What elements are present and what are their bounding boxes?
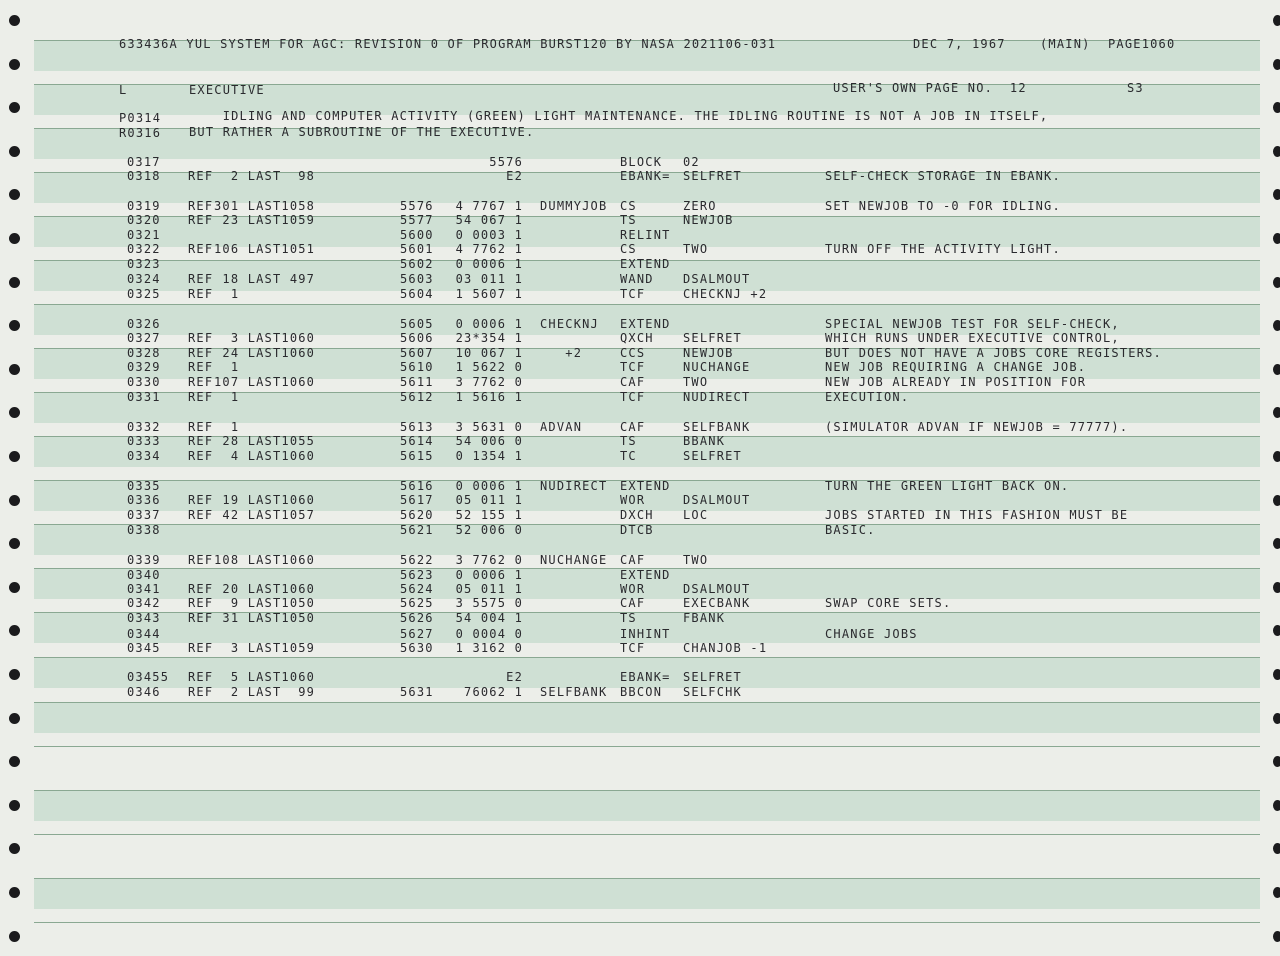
ref-marker: REF [188, 611, 214, 625]
address: 5617 [400, 493, 434, 507]
address: 5612 [400, 390, 434, 404]
octal-code: 5576 [489, 155, 523, 169]
code-label: SELFBANK [540, 685, 608, 699]
comment: SWAP CORE SETS. [825, 596, 952, 610]
octal-code: 4 7767 1 [455, 199, 523, 213]
octal-code: 0 0003 1 [455, 228, 523, 242]
comment: WHICH RUNS UNDER EXECUTIVE CONTROL, [825, 331, 1120, 345]
opcode: EXTEND [620, 257, 671, 271]
line-number: 0328 [127, 346, 161, 360]
sprocket-hole [9, 15, 20, 26]
line-number: 0324 [127, 272, 161, 286]
sprocket-hole [1273, 843, 1280, 854]
opcode: TS [620, 213, 637, 227]
address: 5624 [400, 582, 434, 596]
sprocket-hole [9, 233, 20, 244]
sprocket-hole [9, 364, 20, 375]
line-number: 0331 [127, 390, 161, 404]
opcode: CAF [620, 420, 646, 434]
ref-marker: REF [188, 670, 214, 684]
sprocket-hole [9, 887, 20, 898]
comment: BASIC. [825, 523, 876, 537]
page-number: PAGE1060 [1108, 37, 1176, 51]
ref-marker: REF [188, 553, 214, 567]
line-number: 0341 [127, 582, 161, 596]
operand: SELFCHK [683, 685, 742, 699]
code-label: ADVAN [540, 420, 583, 434]
ref-count: 106 LAST1051 [214, 242, 316, 256]
sprocket-hole [1273, 669, 1280, 680]
sprocket-hole [9, 407, 20, 418]
line-number: 0334 [127, 449, 161, 463]
preamble-line-number: P0314 [119, 111, 162, 125]
sprocket-hole [9, 320, 20, 331]
comment: TURN OFF THE ACTIVITY LIGHT. [825, 242, 1061, 256]
paper-band [34, 878, 1260, 909]
sprocket-hole [1273, 625, 1280, 636]
paper-rule [34, 746, 1260, 747]
operand: TWO [683, 375, 709, 389]
opcode: INHINT [620, 627, 671, 641]
operand: SELFBANK [683, 420, 751, 434]
octal-code: 52 006 0 [455, 523, 523, 537]
octal-code: 1 5616 1 [455, 390, 523, 404]
ref-marker: REF [188, 242, 214, 256]
sprocket-hole [1273, 582, 1280, 593]
operand: FBANK [683, 611, 726, 625]
sprocket-hole [1273, 364, 1280, 375]
ref-count: 28 LAST1055 [214, 434, 316, 448]
operand: BBANK [683, 434, 726, 448]
opcode: TCF [620, 360, 646, 374]
operand: SELFRET [683, 670, 742, 684]
octal-code: 1 5607 1 [455, 287, 523, 301]
comment: NEW JOB ALREADY IN POSITION FOR [825, 375, 1087, 389]
comment: CHANGE JOBS [825, 627, 918, 641]
opcode: CAF [620, 596, 646, 610]
octal-code: 1 3162 0 [455, 641, 523, 655]
code-label: CHECKNJ [540, 317, 599, 331]
ref-count: 1 [214, 420, 240, 434]
ref-marker: REF [188, 331, 214, 345]
address: 5606 [400, 331, 434, 345]
octal-code: 3 5631 0 [455, 420, 523, 434]
octal-code: 52 155 1 [455, 508, 523, 522]
sprocket-hole [1273, 756, 1280, 767]
sprocket-hole [9, 146, 20, 157]
line-number: 0329 [127, 360, 161, 374]
comment: SELF-CHECK STORAGE IN EBANK. [825, 169, 1061, 183]
address: 5603 [400, 272, 434, 286]
opcode: CAF [620, 553, 646, 567]
operand: CHANJOB -1 [683, 641, 768, 655]
octal-code: E2 [506, 670, 523, 684]
ref-marker: REF [188, 375, 214, 389]
operand: TWO [683, 553, 709, 567]
opcode: TS [620, 611, 637, 625]
sprocket-hole [9, 59, 20, 70]
sprocket-hole [1273, 59, 1280, 70]
opcode: TCF [620, 641, 646, 655]
sprocket-hole [1273, 233, 1280, 244]
ref-marker: REF [188, 641, 214, 655]
paper-band [34, 702, 1260, 733]
sprocket-hole [1273, 931, 1280, 942]
listing-title: 633436A YUL SYSTEM FOR AGC: REVISION 0 OF PROGRAM BURST120 BY NASA 2021106-031 [119, 37, 777, 51]
sprocket-hole [9, 756, 20, 767]
sprocket-hole [9, 625, 20, 636]
sprocket-hole [1273, 146, 1280, 157]
opcode: TS [620, 434, 637, 448]
paper-rule [34, 834, 1260, 835]
ref-count: 3 LAST1060 [214, 331, 316, 345]
paper-rule [34, 922, 1260, 923]
address: 5623 [400, 568, 434, 582]
operand: SELFRET [683, 449, 742, 463]
ref-count: 301 LAST1058 [214, 199, 316, 213]
comment: SET NEWJOB TO -0 FOR IDLING. [825, 199, 1061, 213]
line-number: 0321 [127, 228, 161, 242]
octal-code: E2 [506, 169, 523, 183]
sprocket-hole [9, 669, 20, 680]
ref-count: 5 LAST1060 [214, 670, 316, 684]
sprocket-hole [1273, 407, 1280, 418]
ref-marker: REF [188, 434, 214, 448]
line-number: 0342 [127, 596, 161, 610]
ref-marker: REF [188, 199, 214, 213]
address: 5630 [400, 641, 434, 655]
address: 5615 [400, 449, 434, 463]
line-number: 0340 [127, 568, 161, 582]
octal-code: 0 0006 1 [455, 568, 523, 582]
octal-code: 05 011 1 [455, 493, 523, 507]
line-number: 0335 [127, 479, 161, 493]
operand: CHECKNJ +2 [683, 287, 768, 301]
ref-marker: REF [188, 213, 214, 227]
address: 5577 [400, 213, 434, 227]
operand: EXECBANK [683, 596, 751, 610]
ref-count: 42 LAST1057 [214, 508, 316, 522]
line-number: 0343 [127, 611, 161, 625]
ref-count: 31 LAST1050 [214, 611, 316, 625]
ref-marker: REF [188, 493, 214, 507]
opcode: CS [620, 242, 637, 256]
address: 5605 [400, 317, 434, 331]
octal-code: 0 0006 1 [455, 317, 523, 331]
preamble-text: BUT RATHER A SUBROUTINE OF THE EXECUTIVE. [189, 125, 535, 139]
operand: DSALMOUT [683, 493, 751, 507]
comment: TURN THE GREEN LIGHT BACK ON. [825, 479, 1070, 493]
address: 5600 [400, 228, 434, 242]
ref-count: 23 LAST1059 [214, 213, 316, 227]
address: 5602 [400, 257, 434, 271]
opcode: WOR [620, 582, 646, 596]
sprocket-hole [1273, 15, 1280, 26]
opcode: EXTEND [620, 317, 671, 331]
code-label: DUMMYJOB [540, 199, 608, 213]
sprocket-hole [9, 495, 20, 506]
operand: LOC [683, 508, 709, 522]
sprocket-hole [1273, 538, 1280, 549]
ref-count: 108 LAST1060 [214, 553, 316, 567]
octal-code: 54 067 1 [455, 213, 523, 227]
octal-code: 3 5575 0 [455, 596, 523, 610]
ref-count: 2 LAST 98 [214, 169, 316, 183]
opcode: BBCON [620, 685, 663, 699]
preamble-line-number: R0316 [119, 126, 162, 140]
line-number: 0326 [127, 317, 161, 331]
line-number: 0330 [127, 375, 161, 389]
opcode: CAF [620, 375, 646, 389]
sprocket-hole [9, 582, 20, 593]
octal-code: 0 0006 1 [455, 257, 523, 271]
operand: NUCHANGE [683, 360, 751, 374]
sprocket-hole [9, 843, 20, 854]
ref-count: 24 LAST1060 [214, 346, 316, 360]
sprocket-hole [9, 931, 20, 942]
ref-count: 2 LAST 99 [214, 685, 316, 699]
opcode: WOR [620, 493, 646, 507]
ref-marker: REF [188, 449, 214, 463]
opcode: CS [620, 199, 637, 213]
operand: NEWJOB [683, 213, 734, 227]
opcode: TC [620, 449, 637, 463]
ref-marker: REF [188, 360, 214, 374]
ref-count: 18 LAST 497 [214, 272, 316, 286]
ref-marker: REF [188, 169, 214, 183]
operand: NUDIRECT [683, 390, 751, 404]
sprocket-hole [9, 277, 20, 288]
address: 5576 [400, 199, 434, 213]
line-number: 0336 [127, 493, 161, 507]
octal-code: 54 004 1 [455, 611, 523, 625]
octal-code: 4 7762 1 [455, 242, 523, 256]
ref-marker: REF [188, 685, 214, 699]
opcode: TCF [620, 287, 646, 301]
comment: (SIMULATOR ADVAN IF NEWJOB = 77777). [825, 420, 1129, 434]
sprocket-hole [1273, 887, 1280, 898]
operand: DSALMOUT [683, 582, 751, 596]
line-number: 0319 [127, 199, 161, 213]
address: 5627 [400, 627, 434, 641]
line-number: 0345 [127, 641, 161, 655]
sprocket-hole [1273, 189, 1280, 200]
octal-code: 23*354 1 [455, 331, 523, 345]
ref-count: 1 [214, 287, 240, 301]
octal-code: 3 7762 0 [455, 375, 523, 389]
operand: ZERO [683, 199, 717, 213]
sprocket-hole [1273, 102, 1280, 113]
comment: SPECIAL NEWJOB TEST FOR SELF-CHECK, [825, 317, 1120, 331]
opcode: CCS [620, 346, 646, 360]
ref-marker: REF [188, 582, 214, 596]
ref-count: 1 [214, 360, 240, 374]
sprocket-hole [1273, 495, 1280, 506]
sprocket-hole [9, 189, 20, 200]
octal-code: 54 006 0 [455, 434, 523, 448]
address: 5621 [400, 523, 434, 537]
octal-code: 05 011 1 [455, 582, 523, 596]
ref-count: 19 LAST1060 [214, 493, 316, 507]
sprocket-hole [9, 713, 20, 724]
address: 5604 [400, 287, 434, 301]
listing-section: (MAIN) [1040, 37, 1091, 51]
ref-count: 1 [214, 390, 240, 404]
opcode: WAND [620, 272, 654, 286]
octal-code: 10 067 1 [455, 346, 523, 360]
users-page-number: USER'S OWN PAGE NO. 12 [833, 81, 1027, 95]
line-number: 0333 [127, 434, 161, 448]
address: 5610 [400, 360, 434, 374]
comment: EXECUTION. [825, 390, 910, 404]
sprocket-hole [9, 102, 20, 113]
ref-count: 4 LAST1060 [214, 449, 316, 463]
ref-count: 20 LAST1060 [214, 582, 316, 596]
line-number: 0325 [127, 287, 161, 301]
paper-band [34, 790, 1260, 821]
sprocket-hole [1273, 451, 1280, 462]
opcode: TCF [620, 390, 646, 404]
opcode: EBANK= [620, 670, 671, 684]
ref-marker: REF [188, 596, 214, 610]
octal-code: 03 011 1 [455, 272, 523, 286]
log-l-marker: L [119, 83, 128, 97]
ref-count: 3 LAST1059 [214, 641, 316, 655]
sprocket-hole [9, 538, 20, 549]
sprocket-hole [9, 800, 20, 811]
ref-marker: REF [188, 420, 214, 434]
line-number: 0346 [127, 685, 161, 699]
preamble-text: IDLING AND COMPUTER ACTIVITY (GREEN) LIGHT MAINTENANCE. THE IDLING ROUTINE IS NOT A JOB IN ITSELF, [189, 109, 1049, 123]
octal-code: 0 1354 1 [455, 449, 523, 463]
address: 5622 [400, 553, 434, 567]
line-number: 0323 [127, 257, 161, 271]
ref-count: 9 LAST1050 [214, 596, 316, 610]
sprocket-hole [1273, 320, 1280, 331]
address: 5613 [400, 420, 434, 434]
line-number: 0339 [127, 553, 161, 567]
octal-code: 76062 1 [464, 685, 523, 699]
operand: NEWJOB [683, 346, 734, 360]
address: 5616 [400, 479, 434, 493]
listing-date: DEC 7, 1967 [913, 37, 1006, 51]
log-section-name: EXECUTIVE [189, 83, 265, 97]
line-number: 03455 [127, 670, 170, 684]
ref-marker: REF [188, 346, 214, 360]
opcode: QXCH [620, 331, 654, 345]
code-label: NUDIRECT [540, 479, 608, 493]
sprocket-hole [9, 451, 20, 462]
opcode: DTCB [620, 523, 654, 537]
operand: 02 [683, 155, 700, 169]
opcode: BLOCK [620, 155, 663, 169]
octal-code: 3 7762 0 [455, 553, 523, 567]
ref-marker: REF [188, 390, 214, 404]
address: 5601 [400, 242, 434, 256]
opcode: RELINT [620, 228, 671, 242]
opcode: EXTEND [620, 568, 671, 582]
s-marker: S3 [1127, 81, 1144, 95]
address: 5614 [400, 434, 434, 448]
line-number: 0344 [127, 627, 161, 641]
operand: SELFRET [683, 169, 742, 183]
address: 5626 [400, 611, 434, 625]
operand: TWO [683, 242, 709, 256]
opcode: EBANK= [620, 169, 671, 183]
address: 5625 [400, 596, 434, 610]
ref-marker: REF [188, 272, 214, 286]
sprocket-hole [1273, 800, 1280, 811]
line-number: 0320 [127, 213, 161, 227]
line-number: 0322 [127, 242, 161, 256]
octal-code: 0 0004 0 [455, 627, 523, 641]
sprocket-hole [1273, 277, 1280, 288]
ref-count: 107 LAST1060 [214, 375, 316, 389]
line-number: 0332 [127, 420, 161, 434]
comment: NEW JOB REQUIRING A CHANGE JOB. [825, 360, 1087, 374]
operand: DSALMOUT [683, 272, 751, 286]
octal-code: 1 5622 0 [455, 360, 523, 374]
operand: SELFRET [683, 331, 742, 345]
line-number: 0318 [127, 169, 161, 183]
address: 5611 [400, 375, 434, 389]
line-number: 0337 [127, 508, 161, 522]
opcode: DXCH [620, 508, 654, 522]
address: 5620 [400, 508, 434, 522]
opcode: EXTEND [620, 479, 671, 493]
code-label: +2 [540, 346, 583, 360]
line-number: 0327 [127, 331, 161, 345]
comment: BUT DOES NOT HAVE A JOBS CORE REGISTERS. [825, 346, 1162, 360]
address: 5631 [400, 685, 434, 699]
octal-code: 0 0006 1 [455, 479, 523, 493]
address: 5607 [400, 346, 434, 360]
ref-marker: REF [188, 508, 214, 522]
ref-marker: REF [188, 287, 214, 301]
sprocket-hole [1273, 713, 1280, 724]
line-number: 0317 [127, 155, 161, 169]
line-number: 0338 [127, 523, 161, 537]
code-label: NUCHANGE [540, 553, 608, 567]
comment: JOBS STARTED IN THIS FASHION MUST BE [825, 508, 1129, 522]
